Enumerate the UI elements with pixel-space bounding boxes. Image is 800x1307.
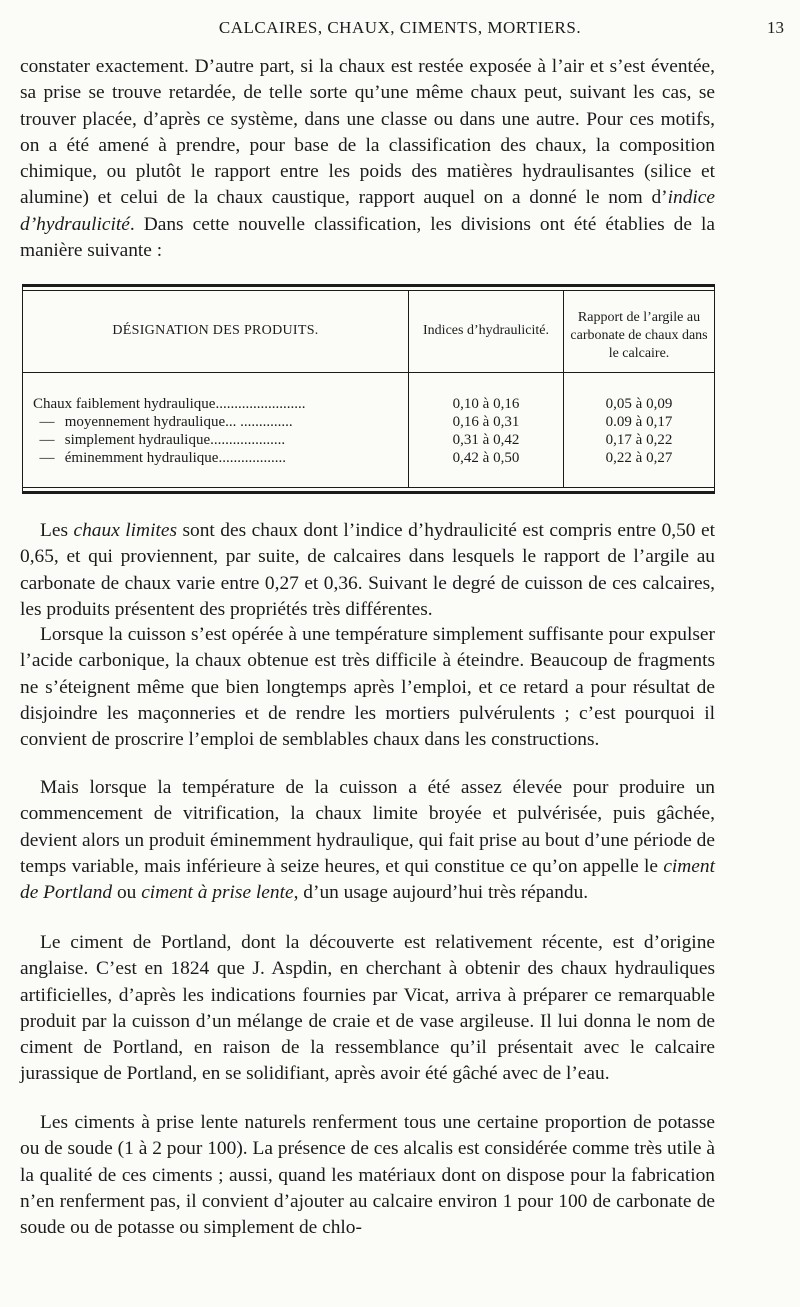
dot-leader: .................. [218, 450, 286, 466]
paragraph-text: ou [112, 882, 142, 904]
paragraph-text: constater exactement. D’autre part, si la chaux est restée exposée à l’air et s’est éventée, sa prise se trouve retardée, de telle sorte qu’une même chaux peut, suivant les cas, se trouver placée, d’après ce système, dans une classe ou dans une autre. Pour ces motifs, on a été amené à prendre, pour base de la classification des chaux, la composition chimique, ou plutôt le rapport entre les poids des matières hydraulisantes (silice et alumine) et celui de la chaux caustique, rapport auquel on a donné le nom d’ [20, 56, 715, 209]
rapport-cell: 0,22 à 0,27 [605, 450, 673, 466]
page-header [0, 18, 800, 48]
italic-term-ciment-portland: ciment de Portland [20, 855, 715, 904]
running-title: CALCAIRES, CHAUX, CIMENTS, MORTIERS. [218, 18, 582, 37]
table-row [23, 413, 714, 431]
indice-cell: 0,10 à 0,16 [452, 396, 520, 412]
rapport-cell: 0.09 à 0,17 [605, 414, 673, 430]
hydraulicity-table [22, 284, 715, 494]
product-name-cell [33, 395, 403, 413]
product-name-cell [33, 413, 403, 431]
paragraph-text: sont des chaux dont l’indice d’hydraulicité est compris entre 0,50 et 0,65, et qui proviennent, par suite, de calcaires dans lesquels le rapport de l’argile au carbonate de chaux varie entre 0,27 et 0,36. Suivant le degré de cuisson de ces calcaires, les produits présentent des propriétés très différentes. [20, 520, 715, 620]
paragraph-alcalis: Les ciments à prise lente naturels renferment tous une certaine proportion de potasse ou de soude (1 à 2 pour 100). La présence de ces alcalis est considérée comme très utile à la qualité de ces ciments ; aussi, quand les matériaux dont on dispose pour la fabrication n’en renferment pas, il convient d’ajouter au calcaire environ 1 pour 100 de carbonate de soude ou de potasse ou simplement de chlo- [20, 1112, 715, 1239]
column-header-designation: DÉSIGNATION DES PRODUITS. [112, 323, 319, 338]
table-row [23, 395, 714, 413]
indice-cell: 0,31 à 0,42 [452, 432, 520, 448]
paragraph-chaux-limites [20, 518, 715, 623]
product-name: moyennement hydraulique [64, 414, 226, 430]
indice-cell: 0,42 à 0,50 [452, 450, 520, 466]
column-header-rapport: Rapport de l’argile au carbonate de chaux dans le calcaire. [570, 310, 708, 361]
product-name: simplement hydraulique [64, 432, 211, 448]
dot-leader: ........................ [215, 396, 306, 412]
paragraph-text: Mais lorsque la température de la cuisson a été assez élevée pour produire un commencement de vitrification, la chaux limite broyée et pulvérisée, puis gâchée, devient alors un produit éminemment hydraulique, qui fait prise au bout d’une période de temps variable, mais inférieure à seize heures, et qui constitue ce qu’on appelle le [20, 777, 715, 877]
paragraph-text: Les [40, 520, 74, 541]
paragraph-portland [20, 775, 715, 906]
dot-leader: .................... [210, 432, 286, 448]
paragraph-cuisson: Lorsque la cuisson s’est opérée à une température simplement suffisante pour expulser l’acide carbonique, la chaux obtenue est très difficile à éteindre. Beaucoup de fragments ne s’éteignent même que bien longtemps après l’emploi, et ce retard a pour résultat de disjoindre les maçonneries et de rendre les mortiers pulvérulents ; c’est pourquoi il convient de proscrire l’emploi de semblables chaux dans les constructions. [20, 624, 715, 751]
dot-leader: ... .............. [225, 414, 293, 430]
page-number: 13 [767, 18, 784, 37]
italic-term-chaux-limites: chaux limites [73, 520, 177, 541]
paragraph-classification [20, 54, 715, 264]
table-header-rule [23, 372, 714, 373]
table-body [23, 395, 714, 467]
product-name-cell [33, 449, 403, 467]
ditto-dash: — [39, 432, 55, 448]
paragraph-text-end: . Dans cette nouvelle classification, les divisions ont été établies de la manière suivante : [20, 213, 715, 262]
table-rule [23, 487, 714, 488]
rapport-cell: 0,17 à 0,22 [605, 432, 673, 448]
table-row [23, 449, 714, 467]
rapport-cell: 0,05 à 0,09 [605, 396, 673, 412]
ditto-dash: — [39, 450, 55, 466]
product-name-cell [33, 431, 403, 449]
indice-cell: 0,16 à 0,31 [452, 414, 520, 430]
italic-term-indice: indice d’hydraulicité [20, 187, 715, 235]
table-row [23, 431, 714, 449]
product-name: éminemment hydraulique [64, 450, 219, 466]
product-name: Chaux faiblement hydraulique [33, 396, 216, 412]
italic-term-prise-lente: ciment à prise lente [141, 882, 294, 904]
column-header-indices: Indices d’hydraulicité. [423, 323, 549, 338]
paragraph-origine: Le ciment de Portland, dont la découverte est relativement récente, est d’origine anglaise. C’est en 1824 que J. Aspdin, en cherchant à obtenir des chaux hydrauliques artificielles, d’après les indications fournies par Vicat, arriva à préparer ce remarquable produit par la cuisson d’un mélange de craie et de vase argileuse. Il lui donna le nom de ciment de Portland, en raison de la ressemblance qu’il présentait avec le calcaire jurassique de Portland, en se solidifiant, après avoir été gâché avec de l’eau. [20, 932, 715, 1085]
paragraph-text: , d’un usage aujourd’hui très répandu. [293, 882, 589, 904]
table-rule [23, 290, 714, 291]
ditto-dash: — [39, 414, 55, 430]
